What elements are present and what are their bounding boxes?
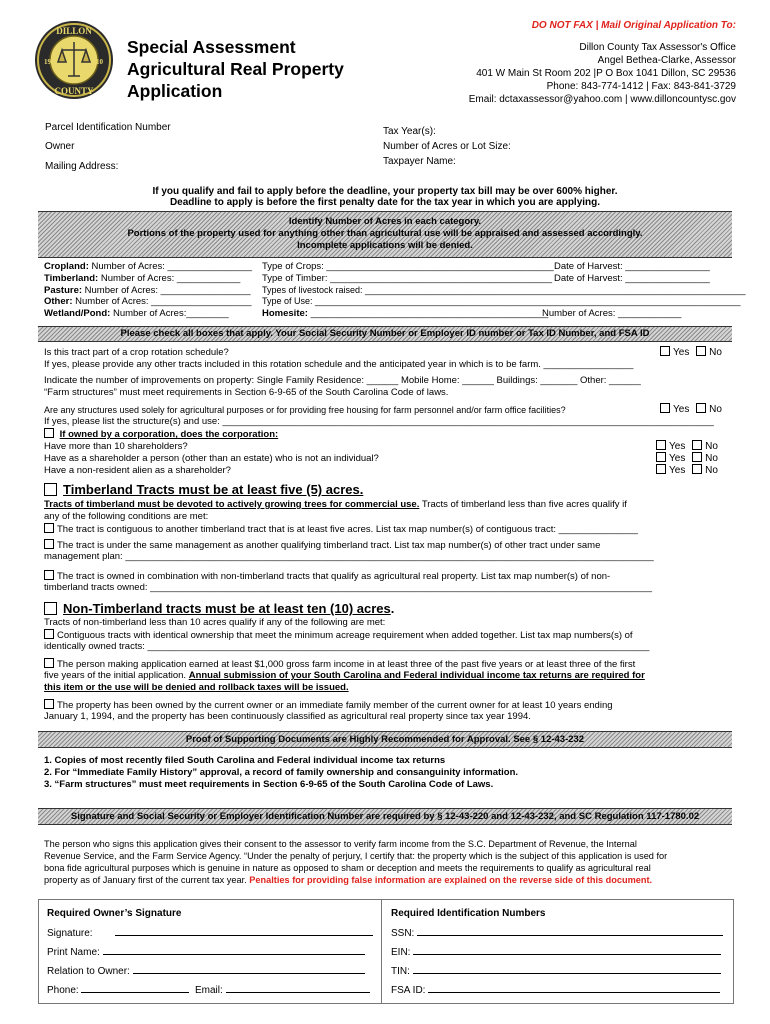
assessor-name: Angel Bethea-Clarke, Assessor xyxy=(597,55,736,66)
nonresident-no-checkbox[interactable] xyxy=(692,464,702,474)
fsa-id-field[interactable]: FSA ID: xyxy=(391,984,720,996)
signature-box xyxy=(38,899,734,1004)
seal-bottom-text: COUNTY xyxy=(54,86,94,96)
crop-rotation-no-checkbox[interactable] xyxy=(696,346,706,356)
seal-year-right: 10 xyxy=(96,58,103,66)
timberland-row[interactable]: Timberland: Number of Acres: ____________ xyxy=(44,272,241,284)
owner-signature-heading: Required Owner’s Signature xyxy=(47,908,182,919)
do-not-fax-notice: DO NOT FAX | Mail Original Application To: xyxy=(531,20,736,31)
list-structures-field[interactable]: If yes, please list the structure(s) and use: _____________________________________________________________________________________________ xyxy=(44,416,714,427)
shareholders-10-no-checkbox[interactable] xyxy=(692,440,702,450)
consent-line-4: property as of January first of the current tax year. Penalties for providing false information are explained on the reverse side of this document. xyxy=(44,875,653,885)
structures-yes-no: Yes No xyxy=(660,403,722,415)
timber-condition-1-checkbox[interactable] xyxy=(44,523,54,533)
consent-line-3: bona fide agricultural purposes which is genuine in nature as opposed to sham or deception and meets the requirements to qualify as agricultural real xyxy=(44,863,651,873)
taxpayer-name-field[interactable]: Taxpayer Name: xyxy=(383,156,456,167)
acres-left-column xyxy=(44,261,252,320)
deadline-warning: Deadline to apply is before the first penalty date for the tax year in which you are applying. xyxy=(169,197,601,208)
cropland-row[interactable]: Cropland: Number of Acres: ________________ xyxy=(44,261,253,272)
band-line-2: Portions of the property used for anything other than agricultural use will be appraised and assessed accordingly. xyxy=(127,228,643,239)
relation-to-owner-field[interactable]: Relation to Owner: xyxy=(47,965,365,977)
seal-top-text: DILLON xyxy=(56,26,92,36)
seal-year-left: 19 xyxy=(44,58,51,66)
office-address-block xyxy=(469,41,736,106)
consent-statement xyxy=(44,838,667,886)
title-line-2: Agricultural Real Property xyxy=(127,59,344,79)
crop-rotation-yes-checkbox[interactable] xyxy=(660,346,670,356)
livestock-type-field[interactable]: Types of livestock raised: ____________________________________________________________________________ xyxy=(262,284,746,295)
crop-rotation-question: Is this tract part of a crop rotation schedule? xyxy=(44,347,229,358)
shareholder-person-yes-checkbox[interactable] xyxy=(656,452,666,462)
band-line-1: Identify Number of Acres in each category. xyxy=(288,216,482,227)
doc-requirement-1: 1. Copies of most recently filed South Carolina and Federal individual income tax returns xyxy=(44,755,446,766)
structures-yes-checkbox[interactable] xyxy=(660,403,670,413)
signature-required-band: Signature and Social Security or Employer Identification Number are required by § 12-43-220 and 12-43-232, and SC Regulation 117-1780.02 xyxy=(38,808,732,825)
timberland-intro-2: any of the following conditions are met: xyxy=(44,511,209,522)
acres-lot-size-field[interactable]: Number of Acres or Lot Size: xyxy=(383,141,511,152)
structures-question: Are any structures used solely for agricultural purposes or for providing free housing for farm personnel and/or farm office facilities? xyxy=(44,405,566,415)
doc-requirement-2: 2. For “Immediate Family History” approval, a record of family ownership and consanguinity information. xyxy=(44,767,519,778)
nontimber-condition-2-line: five years of the initial application. Annual submission of your South Carolina and Federal individual income tax returns are required for xyxy=(44,670,645,681)
signature-field[interactable]: Signature: xyxy=(47,927,373,939)
doc-requirement-3: 3. “Farm structures” must meet requirements in Section 6-9-65 of the South Carolina Code of Laws. xyxy=(44,779,494,790)
nontimberland-intro: Tracts of non-timberland less than 10 acres qualify if any of the following are met: xyxy=(44,617,386,628)
harvest-column xyxy=(554,261,710,285)
timber-condition-2-checkbox[interactable] xyxy=(44,539,54,549)
nontimber-condition-1-checkbox[interactable] xyxy=(44,629,54,639)
nonresident-yes-checkbox[interactable] xyxy=(656,464,666,474)
office-name: Dillon County Tax Assessor's Office xyxy=(579,42,736,53)
title-line-1: Special Assessment xyxy=(127,37,296,57)
harvest-date-1[interactable]: Date of Harvest: ________________ xyxy=(554,261,710,272)
nontimber-condition-2: The person making application earned at least $1,000 gross farm income in at least three of the past five years or at least three of the first xyxy=(44,658,730,671)
nontimber-condition-2-checkbox[interactable] xyxy=(44,658,54,668)
nontimber-condition-1: Contiguous tracts with identical ownership that meet the minimum acreage requirement when added together. List tax map numbers(s) of xyxy=(44,629,730,642)
farm-structures-note: “Farm structures” must meet requirements in Section 6-9-65 of the South Carolina Code of laws. xyxy=(44,387,449,398)
shareholders-10-question: Have more than 10 shareholders? xyxy=(44,441,188,452)
office-street: 401 W Main St Room 202 |P O Box 1041 Dillon, SC 29536 xyxy=(476,68,736,79)
nontimber-condition-3-checkbox[interactable] xyxy=(44,699,54,709)
acres-category-band xyxy=(38,211,732,258)
mailing-address-field[interactable]: Mailing Address: xyxy=(45,161,119,172)
timber-condition-3: The tract is owned in combination with non-timberland tracts that qualify as agricultural real property. List tax map number(s) of non- xyxy=(44,570,730,583)
shareholders-10-yes-checkbox[interactable] xyxy=(656,440,666,450)
nontimber-condition-3-line: January 1, 1994, and the property has been continuously classified as agricultural real property since tax year 1994. xyxy=(44,711,531,722)
signature-box-divider xyxy=(381,900,382,1003)
nontimberland-heading: Non-Timberland tracts must be at least ten (10) acres. xyxy=(44,601,394,616)
owner-field[interactable]: Owner xyxy=(45,141,75,152)
homesite-acres-field[interactable]: Number of Acres: ____________ xyxy=(542,308,682,319)
timber-condition-3-checkbox[interactable] xyxy=(44,570,54,580)
corporation-question: If owned by a corporation, does the corporation: xyxy=(44,428,730,441)
band-line-3: Incomplete applications will be denied. xyxy=(297,240,473,251)
ssn-field[interactable]: SSN: xyxy=(391,927,723,939)
dillon-county-seal xyxy=(34,20,114,100)
shareholder-person-yes-no: Yes No xyxy=(656,452,718,464)
consent-line-2: Revenue Service, and the Farm Service Agency. “Under the penalty of perjury, I certify that: the property which is the subject of this application is used for xyxy=(44,851,668,861)
timberland-heading: Timberland Tracts must be at least five (5) acres. xyxy=(44,482,363,497)
timber-condition-3-line[interactable]: timberland tracts owned: _______________________________________________________________________________________________ xyxy=(44,582,653,593)
ein-field[interactable]: EIN: xyxy=(391,946,721,958)
print-name-field[interactable]: Print Name: xyxy=(47,946,365,958)
tax-years-field[interactable]: Tax Year(s): xyxy=(383,126,436,137)
crops-type-field[interactable]: Type of Crops: ___________________________________________ xyxy=(262,261,554,272)
structures-no-checkbox[interactable] xyxy=(696,403,706,413)
homesite-field[interactable]: Homesite: _____________________________________________ xyxy=(262,308,549,320)
phone-field[interactable]: Phone: xyxy=(47,984,189,996)
harvest-date-2[interactable]: Date of Harvest: ________________ xyxy=(554,272,710,284)
consent-line-1: The person who signs this application gives their consent to the assessor to verify farm income from the S.C. Department of Revenue, the Internal xyxy=(44,839,637,849)
timberland-checkbox[interactable] xyxy=(44,483,57,496)
corporation-checkbox[interactable] xyxy=(44,428,54,438)
crop-rotation-yes-no: Yes No xyxy=(660,346,722,358)
pasture-row[interactable]: Pasture: Number of Acres: _________________ xyxy=(44,284,251,296)
timber-type-field[interactable]: Type of Timber: __________________________________________ xyxy=(262,272,553,284)
email-field[interactable]: Email: xyxy=(195,984,370,996)
nontimber-condition-3: The property has been owned by the current owner or an immediate family member of the current owner for at least 10 years ending xyxy=(44,699,730,712)
shareholders-10-yes-no: Yes No xyxy=(656,440,718,452)
nontimber-condition-1-line[interactable]: identically owned tracts: _______________________________________________________________________________________________ xyxy=(44,641,650,652)
parcel-id-field[interactable]: Parcel Identification Number xyxy=(45,122,171,133)
shareholder-person-question: Have as a shareholder a person (other than an estate) who is not an individual? xyxy=(44,453,379,464)
form-title xyxy=(127,36,344,102)
wetland-row[interactable]: Wetland/Pond: Number of Acres:________ xyxy=(44,308,229,320)
timberland-intro: Tracts of timberland must be devoted to actively growing trees for commercial use. Tracts of timberland less than five acres qualify if xyxy=(44,499,627,510)
use-type-field[interactable]: Type of Use: _____________________________________________________________________________________ xyxy=(262,296,741,307)
office-phone: Phone: 843-774-1412 | Fax: 843-841-3729 xyxy=(546,81,736,92)
office-email: Email: dctaxassessor@yahoo.com | www.dilloncountysc.gov xyxy=(468,94,736,105)
timber-condition-1: The tract is contiguous to another timberland tract that is at least five acres. List tax map number(s) of contiguous tract: _______________ xyxy=(44,523,730,536)
shareholder-person-no-checkbox[interactable] xyxy=(692,452,702,462)
rotation-list-field[interactable]: If yes, please provide any other tracts included in this rotation schedule and the anticipated year in which is to be farm. _________________ xyxy=(44,359,634,370)
check-boxes-band: Please check all boxes that apply. Your Social Security Number or Employer ID number or Tax ID Number, and FSA ID xyxy=(38,326,732,342)
timber-condition-2-line[interactable]: management plan: ____________________________________________________________________________________________________ xyxy=(44,551,654,562)
timber-condition-2: The tract is under the same management as another qualifying timberland tract. List tax map number(s) of other tract under same xyxy=(44,539,730,552)
supporting-documents-band: Proof of Supporting Documents are Highly Recommended for Approval. See § 12-43-232 xyxy=(38,731,732,748)
nonresident-question: Have a non-resident alien as a shareholder? xyxy=(44,465,231,476)
other-row[interactable]: Other: Number of Acres: ___________________ xyxy=(44,296,252,308)
identification-heading: Required Identification Numbers xyxy=(391,908,546,919)
penalty-warning: If you qualify and fail to apply before the deadline, your property tax bill may be over 600% higher. xyxy=(152,186,618,197)
title-line-3: Application xyxy=(127,81,223,101)
nonresident-yes-no: Yes No xyxy=(656,464,718,476)
tin-field[interactable]: TIN: xyxy=(391,965,721,977)
nontimberland-checkbox[interactable] xyxy=(44,602,57,615)
improvements-field[interactable]: Indicate the number of improvements on property: Single Family Residence: ______ Mobile Home: ______ Buildings: _______ Other: ______ xyxy=(44,375,641,386)
nontimber-condition-2-warning: this item or the use will be denied and rollback taxes will be issued. xyxy=(44,682,349,693)
